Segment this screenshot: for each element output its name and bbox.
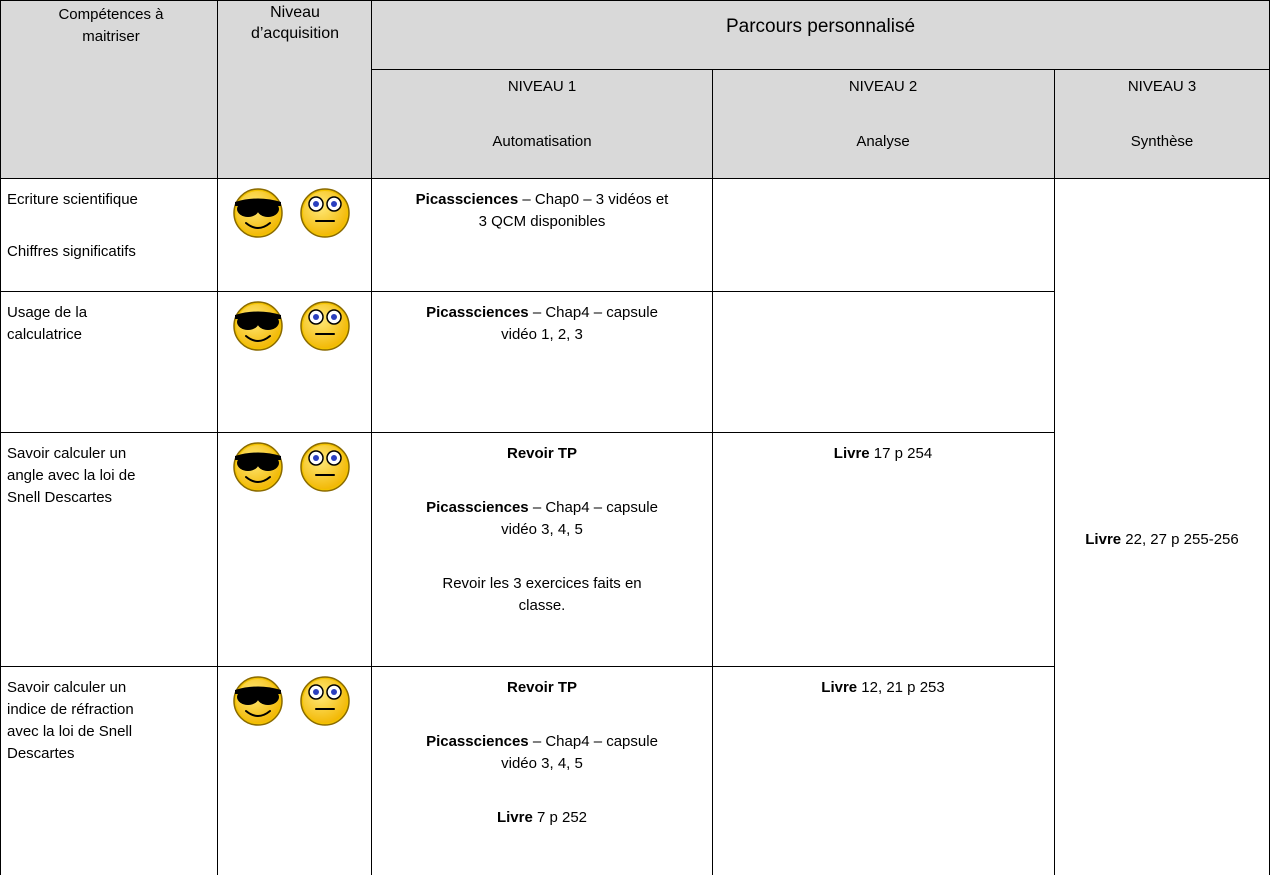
row-4-competence-line-3-rest: avec la loi de Snell	[7, 723, 133, 740]
row-3-niveau1-line-5-rest: classe.	[518, 597, 566, 614]
row-4-niveau2-line-1-bold: Livre	[821, 679, 858, 696]
row-1-niveau1-line-2-rest: 3 QCM disponibles	[478, 213, 606, 230]
level-3-bold: Livre	[1085, 531, 1122, 548]
row-1-niveau1-line-1-rest: – Chap0 – 3 vidéos et	[518, 191, 669, 208]
row-1-competence-line-1-rest: Ecriture scientifique	[7, 191, 138, 208]
header-niveau-acquisition: Niveau d’acquisition	[250, 4, 340, 42]
row-4-niveau2-line-1-rest: 12, 21 p 253	[857, 679, 945, 696]
row-4-competence-line-2-rest: indice de réfraction	[7, 701, 134, 718]
row-3-niveau2-line-1-bold: Livre	[833, 445, 870, 462]
row-3-niveau1-line-4-rest: Revoir les 3 exercices faits en	[442, 575, 642, 592]
row-2-niveau1-line-1-rest: – Chap4 – capsule	[528, 304, 658, 321]
row-1-competence-line-2-rest: Chiffres significatifs	[7, 243, 136, 260]
row-4-niveau1-line-4-rest: 7 p 252	[532, 809, 588, 826]
level-2-sub: Analyse	[856, 133, 910, 150]
level-1-name: NIVEAU 1	[507, 78, 577, 95]
row-3-niveau1-line-1-bold: Revoir TP	[506, 445, 578, 462]
row-2-competence-line-1-rest: Usage de la	[7, 304, 88, 321]
row-3-niveau2-line-1-rest: 17 p 254	[869, 445, 933, 462]
row-2-competence-line-2-rest: calculatrice	[7, 326, 83, 343]
row-4-competence-line-1-rest: Savoir calculer un	[7, 679, 127, 696]
row-4-niveau1-line-2-bold: Picassciences	[426, 733, 529, 750]
row-3-niveau1-line-2-rest: – Chap4 – capsule	[528, 499, 658, 516]
header-competences: Compétences à maitriser	[58, 6, 164, 45]
row-3-competence-line-2-rest: angle avec la loi de	[7, 467, 136, 484]
row-2-niveau1-line-2-rest: vidéo 1, 2, 3	[501, 326, 583, 343]
row-4-niveau1-line-4-bold: Livre	[496, 809, 533, 826]
row-4-competence-line-4-rest: Descartes	[7, 745, 75, 762]
level-3-name: NIVEAU 3	[1127, 78, 1197, 95]
row-1-niveau1-line-1-bold: Picassciences	[415, 191, 519, 208]
level-1-sub: Automatisation	[492, 133, 592, 150]
level-3-rest: 22, 27 p 255-256	[1121, 531, 1239, 548]
row-3-niveau1-line-3-rest: vidéo 3, 4, 5	[501, 521, 583, 538]
header-parcours: Parcours personnalisé	[725, 16, 916, 37]
row-4-niveau1-line-2-rest: – Chap4 – capsule	[528, 733, 658, 750]
level-3-sub: Synthèse	[1130, 133, 1194, 150]
row-2-niveau1-line-1-bold: Picassciences	[426, 304, 529, 321]
row-3-niveau1-line-2-bold: Picassciences	[426, 499, 529, 516]
level-2-name: NIVEAU 2	[848, 78, 918, 95]
row-4-niveau1-line-1-bold: Revoir TP	[506, 679, 578, 696]
row-3-competence-line-3-rest: Snell Descartes	[7, 489, 113, 506]
row-3-competence-line-1-rest: Savoir calculer un	[7, 445, 127, 462]
row-4-niveau1-line-3-rest: vidéo 3, 4, 5	[501, 755, 583, 772]
